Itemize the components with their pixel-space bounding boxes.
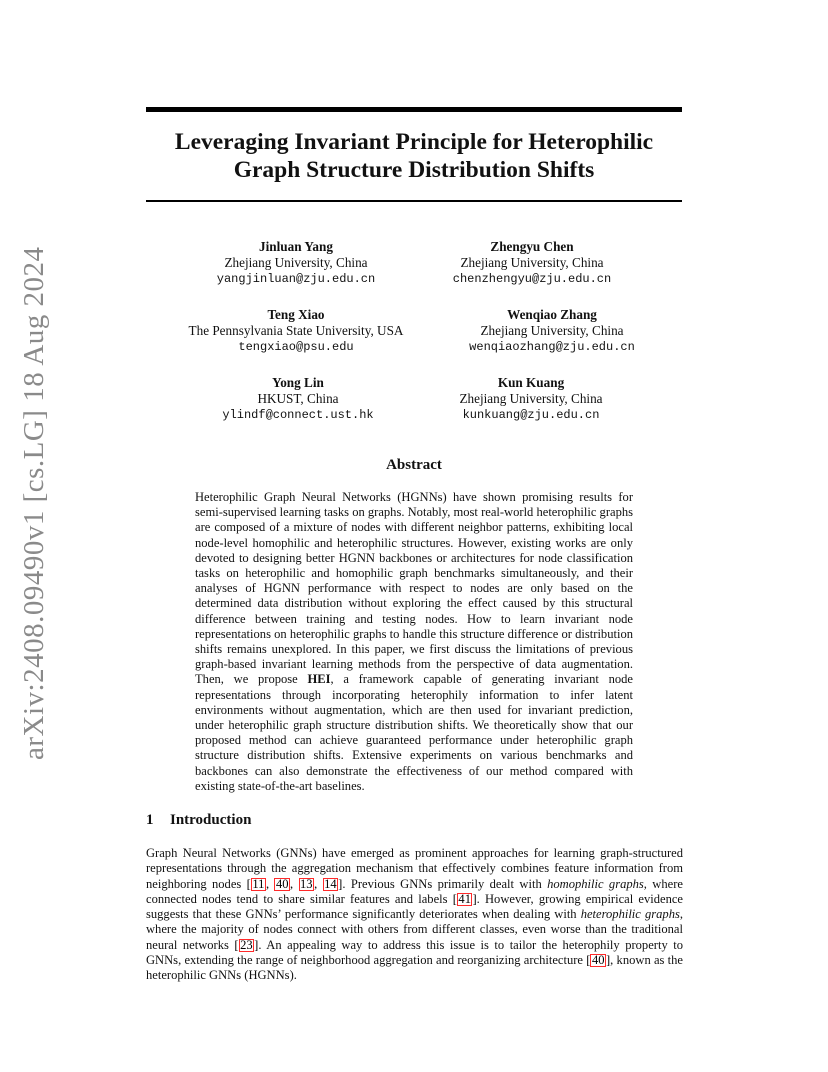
citation-group: [ 11 , 40 , 13 , 14 ] bbox=[246, 876, 343, 891]
introduction-paragraph bbox=[146, 846, 683, 984]
abstract-heading: Abstract bbox=[386, 457, 442, 473]
author-name: Yong Lin bbox=[272, 375, 324, 390]
citation-link[interactable]: 41 bbox=[458, 891, 471, 906]
intro-text: , where the majority of nodes connect with others from different classes, even worse than the traditional neural networks bbox=[146, 907, 683, 952]
arxiv-identifier-stamp: arXiv:2408.09490v1 [cs.LG] 18 Aug 2024 bbox=[18, 246, 50, 760]
author-block bbox=[432, 239, 632, 287]
author-email[interactable]: kunkuang@zju.edu.cn bbox=[462, 408, 600, 422]
author-affiliation: Zhejiang University, China bbox=[459, 391, 603, 406]
author-name: Jinluan Yang bbox=[259, 239, 333, 254]
method-name: HEI bbox=[307, 672, 331, 687]
author-block bbox=[431, 375, 631, 423]
author-block bbox=[442, 307, 662, 355]
author-affiliation: HKUST, China bbox=[257, 391, 339, 406]
citation-group: [ 23 ] bbox=[234, 937, 259, 952]
paper-title: Leveraging Invariant Principle for Heterophilic Graph Structure Distribution Shifts bbox=[174, 129, 654, 183]
citation-link[interactable]: 23 bbox=[240, 937, 253, 952]
citation-group: [ 41 ] bbox=[452, 891, 477, 906]
intro-text: Graph Neural Networks (GNNs) have emerged as prominent approaches for learning graph-structured representations through the aggregation mechanism that effectively combines feature information from neighboring nodes bbox=[146, 846, 683, 891]
author-affiliation: Zhejiang University, China bbox=[460, 255, 604, 270]
intro-text: . However, growing empirical evidence suggests that these GNNs’ performance significantly deteriorates when dealing with bbox=[146, 891, 683, 922]
intro-text: , where connected nodes tend to share similar features and labels bbox=[146, 876, 683, 906]
citation-link[interactable]: 14 bbox=[324, 876, 337, 891]
author-name: Teng Xiao bbox=[267, 307, 325, 322]
emphasis-term: heterophilic graphs bbox=[580, 907, 680, 922]
author-email[interactable]: ylindf@connect.ust.hk bbox=[222, 408, 374, 422]
intro-text: . An appealing way to address this issue is to tailor the heterophily property to GNNs, extending the range of neighborhood aggregation and reorganizing architecture bbox=[146, 937, 683, 968]
author-email[interactable]: tengxiao@psu.edu bbox=[238, 340, 354, 354]
citation-group: [ 40 ] bbox=[586, 953, 611, 968]
author-affiliation: Zhejiang University, China bbox=[480, 323, 624, 338]
author-email[interactable]: wenqiaozhang@zju.edu.cn bbox=[469, 340, 635, 354]
author-name: Zhengyu Chen bbox=[490, 239, 574, 254]
section-heading bbox=[146, 812, 251, 829]
citation-link[interactable]: 40 bbox=[275, 876, 289, 891]
citation-link[interactable]: 40 bbox=[591, 953, 605, 968]
citation-link[interactable]: 13 bbox=[300, 876, 313, 891]
author-email[interactable]: yangjinluan@zju.edu.cn bbox=[216, 272, 376, 286]
title-top-rule bbox=[146, 107, 682, 112]
citation-link[interactable]: 11 bbox=[252, 876, 265, 891]
section-title: Introduction bbox=[170, 812, 252, 828]
author-name: Wenqiao Zhang bbox=[507, 307, 597, 322]
author-affiliation: The Pennsylvania State University, USA bbox=[188, 323, 404, 338]
abstract-text-part: , a framework capable of generating invariant node representations through incorporating heterophily information to infer latent environments without augmentation, which are then used for invariant prediction, under heterophilic graph structure distribution shifts. We theoretically show that our proposed method can achieve guaranteed performance under heterophilic graph structure distribution shifts. Extensive experiments on various benchmarks and backbones can also demonstrate the effectiveness of our method compared with existing state-of-the-art baselines. bbox=[195, 672, 633, 793]
author-name: Kun Kuang bbox=[497, 375, 565, 390]
author-affiliation: Zhejiang University, China bbox=[224, 255, 368, 270]
author-block bbox=[176, 307, 416, 355]
author-email[interactable]: chenzhengyu@zju.edu.cn bbox=[452, 272, 612, 286]
emphasis-term: homophilic graphs bbox=[547, 876, 644, 891]
author-block bbox=[198, 375, 398, 423]
abstract-text bbox=[195, 490, 633, 794]
intro-text: . Previous GNNs primarily dealt with bbox=[342, 876, 548, 891]
author-block bbox=[196, 239, 396, 287]
section-number: 1 bbox=[146, 812, 154, 828]
title-bottom-rule bbox=[146, 200, 682, 202]
abstract-text-part: Heterophilic Graph Neural Networks (HGNNs) have shown promising results for semi-supervised learning tasks on graphs. Notably, most real-world heterophilic graphs are composed of a mixture of nodes with different neighbor patterns, exhibiting local node-level homophilic and heterophilic structures. However, existing works are only devoted to designing better HGNN backbones or architectures for node classification tasks on heterophilic and homophilic graph benchmarks simultaneously, and their analyses of HGNN performance with respect to nodes are only based on the determined data distribution without exploring the effect caused by this structural difference between training and testing nodes. How to learn invariant node representations on heterophilic graphs to handle this structure difference or distribution shifts remains unexplored. In this paper, we first discuss the limitations of previous graph-based invariant learning methods from the perspective of data augmentation. Then, we propose bbox=[195, 490, 633, 687]
intro-text: , known as the heterophilic GNNs (HGNNs). bbox=[146, 953, 683, 983]
